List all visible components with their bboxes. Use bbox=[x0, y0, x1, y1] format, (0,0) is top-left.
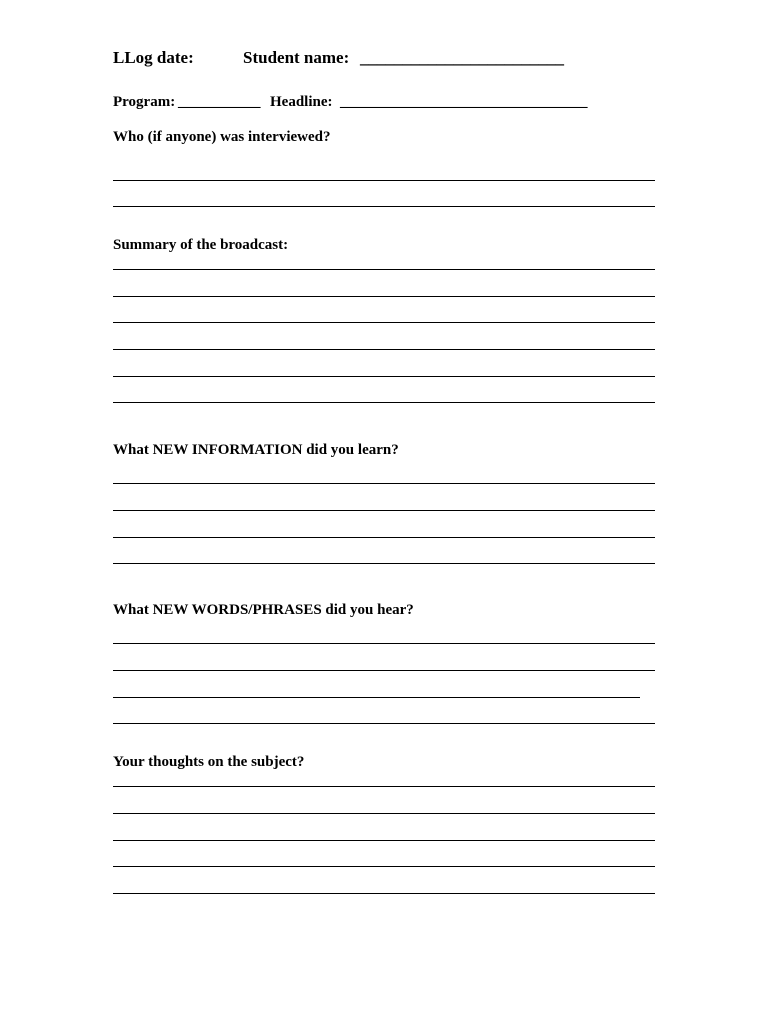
question-new-words: What NEW WORDS/PHRASES did you hear? bbox=[113, 602, 414, 618]
answer-line[interactable] bbox=[113, 296, 655, 297]
answer-line[interactable] bbox=[113, 322, 655, 323]
program-label: Program: bbox=[113, 94, 176, 110]
answer-line[interactable] bbox=[113, 866, 655, 867]
answer-line[interactable] bbox=[113, 349, 655, 350]
answer-line[interactable] bbox=[113, 813, 655, 814]
answer-line[interactable] bbox=[113, 786, 655, 787]
log-date-label: LLog date: bbox=[113, 48, 194, 67]
answer-line[interactable] bbox=[113, 840, 655, 841]
answer-line[interactable] bbox=[113, 376, 655, 377]
answer-line[interactable] bbox=[113, 510, 655, 511]
answer-line[interactable] bbox=[113, 670, 655, 671]
question-new-information: What NEW INFORMATION did you learn? bbox=[113, 442, 399, 458]
student-name-field[interactable]: ________________________ bbox=[360, 48, 564, 67]
answer-line[interactable] bbox=[113, 269, 655, 270]
question-interviewed: Who (if anyone) was interviewed? bbox=[113, 129, 331, 145]
answer-line[interactable] bbox=[113, 697, 640, 698]
answer-line[interactable] bbox=[113, 893, 655, 894]
answer-line[interactable] bbox=[113, 206, 655, 207]
answer-line[interactable] bbox=[113, 180, 655, 181]
answer-line[interactable] bbox=[113, 537, 655, 538]
answer-line[interactable] bbox=[113, 723, 655, 724]
headline-field[interactable]: _________________________________ bbox=[340, 94, 588, 110]
question-thoughts: Your thoughts on the subject? bbox=[113, 754, 305, 770]
answer-line[interactable] bbox=[113, 402, 655, 403]
answer-line[interactable] bbox=[113, 483, 655, 484]
question-summary: Summary of the broadcast: bbox=[113, 237, 289, 253]
answer-line[interactable] bbox=[113, 563, 655, 564]
program-field[interactable]: ___________ bbox=[178, 94, 261, 110]
answer-line[interactable] bbox=[113, 643, 655, 644]
headline-label: Headline: bbox=[270, 94, 333, 110]
student-name-label: Student name: bbox=[243, 48, 350, 67]
